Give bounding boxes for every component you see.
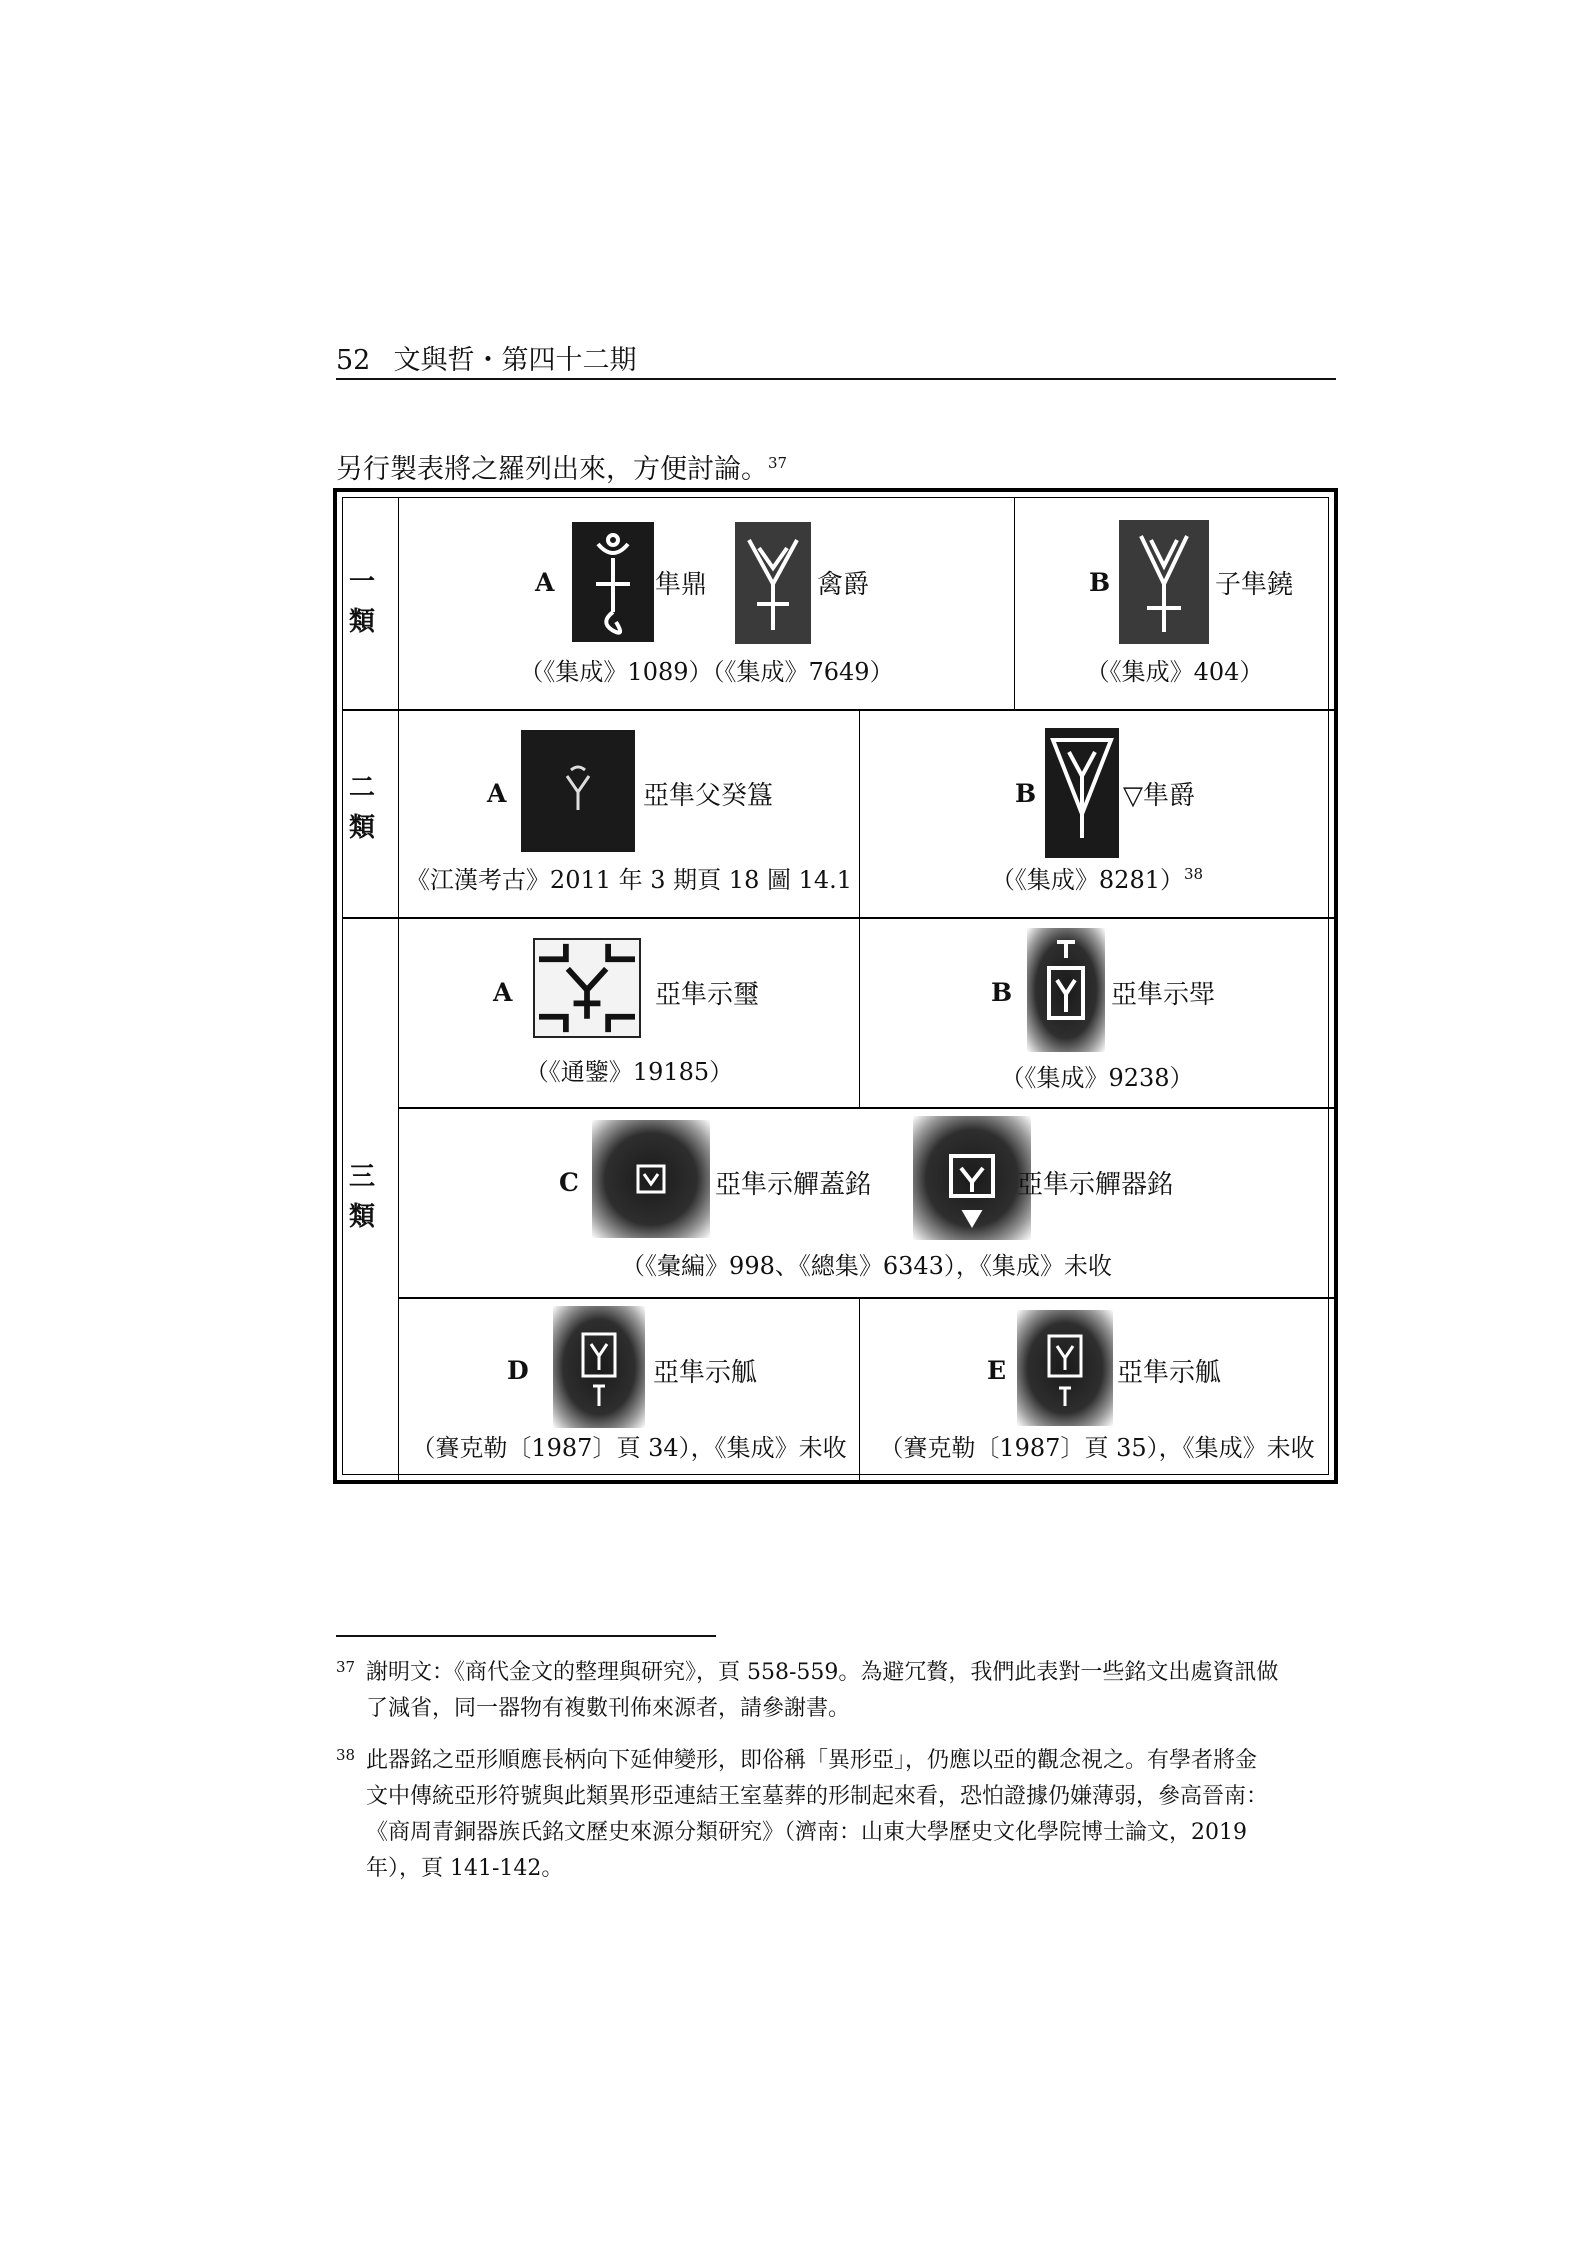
footnote-line: 文中傳統亞形符號與此類異形亞連結王室墓葬的形制起來看，恐怕證據仍嫌薄弱，參高晉南： (366, 1784, 1269, 1809)
footnote-38 (336, 1743, 1336, 1887)
rubbing-image (521, 730, 635, 852)
inscription-name: 子隼鐃 (1215, 570, 1294, 600)
category-2-label: 二類 (349, 773, 376, 843)
citation: （《集成》9238） (1000, 1064, 1194, 1092)
row-divider-1 (342, 709, 1334, 711)
cell-label: E (987, 1356, 1007, 1385)
footnote-line: 了減省，同一器物有複數刊佈來源者，請參謝書。 (366, 1696, 851, 1721)
cell-label: B (1089, 568, 1111, 597)
inscription-name: 隼鼎 (655, 570, 708, 600)
inscription-name: 亞隼示觶器銘 (1017, 1170, 1174, 1200)
intro-text: 另行製表將之羅列出來，方便討論。 (336, 454, 768, 485)
footnote-ref-38: 38 (1183, 865, 1204, 883)
cell-label: A (487, 779, 507, 808)
header-rule (336, 378, 1336, 380)
rubbing-image (913, 1116, 1031, 1240)
citation: （《集成》404） (1085, 658, 1264, 686)
citation: （賽克勒〔1987〕頁 35），《集成》未收 (879, 1434, 1315, 1462)
inscription-name: 亞隼示觚 (653, 1358, 758, 1388)
footnote-number: 37 (336, 1658, 356, 1676)
footnote-37 (336, 1655, 1336, 1727)
citation: 《江漢考古》2011 年 3 期頁 18 圖 14.1 (405, 866, 853, 894)
cell-label: A (535, 568, 555, 597)
rubbing-image (533, 938, 641, 1038)
intro-paragraph (336, 447, 787, 486)
inscription-name: 亞隼示璽 (655, 980, 760, 1010)
citation: （《集成》8281） (990, 866, 1184, 894)
inscription-name: 亞隼父癸簋 (643, 781, 774, 811)
running-header (336, 338, 1336, 378)
cell-label: A (493, 978, 513, 1007)
footnote-line: 年），頁 141-142。 (366, 1856, 564, 1881)
category-1-label: 一類 (349, 567, 376, 637)
footnote-line: 《商周青銅器族氏銘文歷史來源分類研究》（濟南：山東大學歷史文化學院博士論文，2019 (366, 1820, 1247, 1845)
footnote-line: 此器銘之亞形順應長柄向下延伸變形，即俗稱「異形亞」，仍應以亞的觀念視之。有學者將金 (366, 1748, 1258, 1773)
footnote-ref-37: 37 (768, 454, 788, 472)
cell-label: B (991, 978, 1013, 1007)
row-divider-4 (398, 1297, 1334, 1299)
citation-with-ref (860, 860, 1334, 895)
inscription-name: 亞隼示斝 (1111, 980, 1216, 1010)
rubbing-image (735, 522, 811, 644)
footnote-line: 謝明文：《商代金文的整理與研究》，頁 558-559。為避冗贅，我們此表對一些銘文出處資訊做 (366, 1660, 1279, 1685)
inscription-name: ▽隼爵 (1123, 781, 1195, 811)
rubbing-image (1017, 1310, 1113, 1426)
citation: （《彙編》998、《總集》6343），《集成》未收 (621, 1252, 1112, 1280)
citation: （《集成》1089）（《集成》7649） (519, 658, 894, 686)
category-divider (398, 497, 399, 1480)
inscription-name: 亞隼示觚 (1117, 1358, 1222, 1388)
footnote-rule (336, 1635, 716, 1637)
cell-label: D (507, 1356, 529, 1385)
cell-label: B (1015, 779, 1037, 808)
citation: （賽克勒〔1987〕頁 34），《集成》未收 (411, 1434, 847, 1462)
rubbing-image (572, 522, 654, 642)
inscription-name: 亞隼示觶蓋銘 (715, 1170, 872, 1200)
journal-title: 文與哲・第四十二期 (393, 345, 637, 376)
cell-label: C (559, 1168, 579, 1197)
row-divider-3 (398, 1107, 1334, 1109)
category-3-label: 三類 (349, 1162, 376, 1232)
row-divider-2 (342, 917, 1334, 919)
cell-divider-r2r3 (859, 711, 860, 1109)
rubbing-image (1119, 520, 1209, 644)
rubbing-image (1045, 728, 1119, 858)
inscription-table (333, 488, 1338, 1484)
footnote-number: 38 (336, 1746, 356, 1764)
page-number: 52 (336, 345, 371, 376)
rubbing-image (592, 1120, 710, 1238)
inscription-name: 禽爵 (817, 570, 870, 600)
rubbing-image (553, 1306, 645, 1428)
rubbing-image (1027, 928, 1105, 1052)
citation: （《通鑒》19185） (524, 1058, 734, 1086)
